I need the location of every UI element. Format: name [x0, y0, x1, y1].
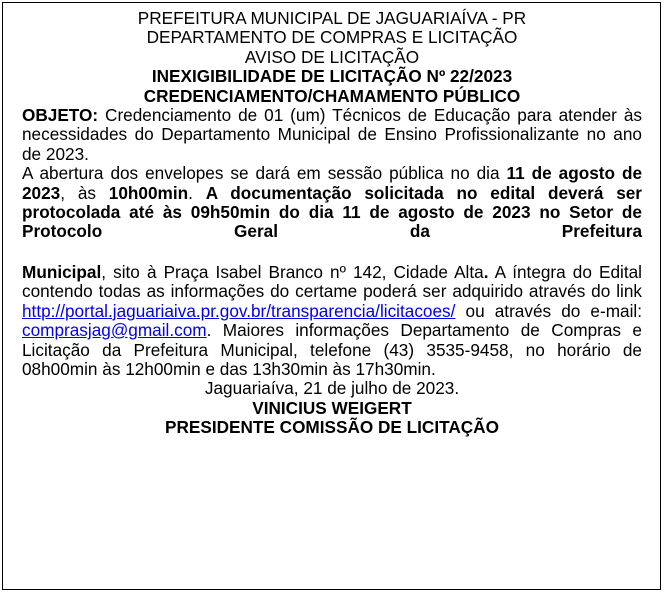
objeto-paragraph	[22, 106, 642, 164]
municipal-text-4: . Maiores informações Departamento de Compras e Licitação da Prefeitura Municipal, telefone (43) 3535-9458, no horário de 08h00min às 12h00min e das 13h30min às 17h30min.	[22, 320, 642, 379]
abertura-date: 11 de agosto de 2023	[22, 163, 642, 203]
abertura-paragraph	[22, 164, 642, 242]
abertura-text-2: , às	[60, 182, 109, 203]
abertura-text-1: A abertura dos envelopes se dará em sessão pública no dia	[22, 163, 507, 184]
notice-content	[22, 9, 642, 438]
notice-subtitle: CREDENCIAMENTO/CHAMAMENTO PÚBLICO	[143, 85, 521, 106]
notice-title: INEXIGIBILIDADE DE LICITAÇÃO Nº 22/2023	[151, 66, 513, 87]
municipal-dot: .	[483, 261, 489, 282]
footer-date: Jaguariaíva, 21 de julho de 2023.	[204, 378, 460, 399]
header-line-3: AVISO DE LICITAÇÃO	[244, 46, 420, 67]
abertura-time: 10h00min	[108, 182, 189, 203]
municipal-paragraph	[22, 263, 642, 379]
abertura-documentation: A documentação solicitada no edital deverá ser protocolada até às 09h50min do dia 11 de agosto de 2023 no Setor de Protocolo Geral da Prefeitura	[22, 182, 642, 242]
municipal-text-2: A íntegra do Edital contendo todas as informações do certame poderá ser adquirido através do link	[22, 261, 642, 302]
abertura-text-3: .	[188, 182, 206, 203]
footer-name: VINICIUS WEIGERT	[252, 397, 412, 418]
header-line-2: DEPARTAMENTO DE COMPRAS E LICITAÇÃO	[146, 27, 518, 48]
paragraph-gap	[22, 242, 642, 263]
email-link[interactable]: comprasjag@gmail.com	[22, 320, 207, 341]
municipal-label: Municipal	[22, 261, 102, 282]
transparency-link[interactable]: http://portal.jaguariaiva.pr.gov.br/transparencia/licitacoes/	[22, 300, 456, 321]
municipal-text-3: ou através do e-mail:	[455, 300, 642, 321]
header-line-1: PREFEITURA MUNICIPAL DE JAGUARIAÍVA - PR	[137, 8, 527, 28]
municipal-address: , sito à Praça Isabel Branco nº 142, Cidade Alta	[101, 261, 484, 282]
footer-role: PRESIDENTE COMISSÃO DE LICITAÇÃO	[165, 417, 499, 438]
objeto-text: Credenciamento de 01 (um) Técnicos de Educação para atender às necessidades do Departamento Municipal de Ensino Profissionalizante no ano de 2023.	[22, 105, 642, 164]
objeto-label: OBJETO:	[22, 105, 99, 126]
